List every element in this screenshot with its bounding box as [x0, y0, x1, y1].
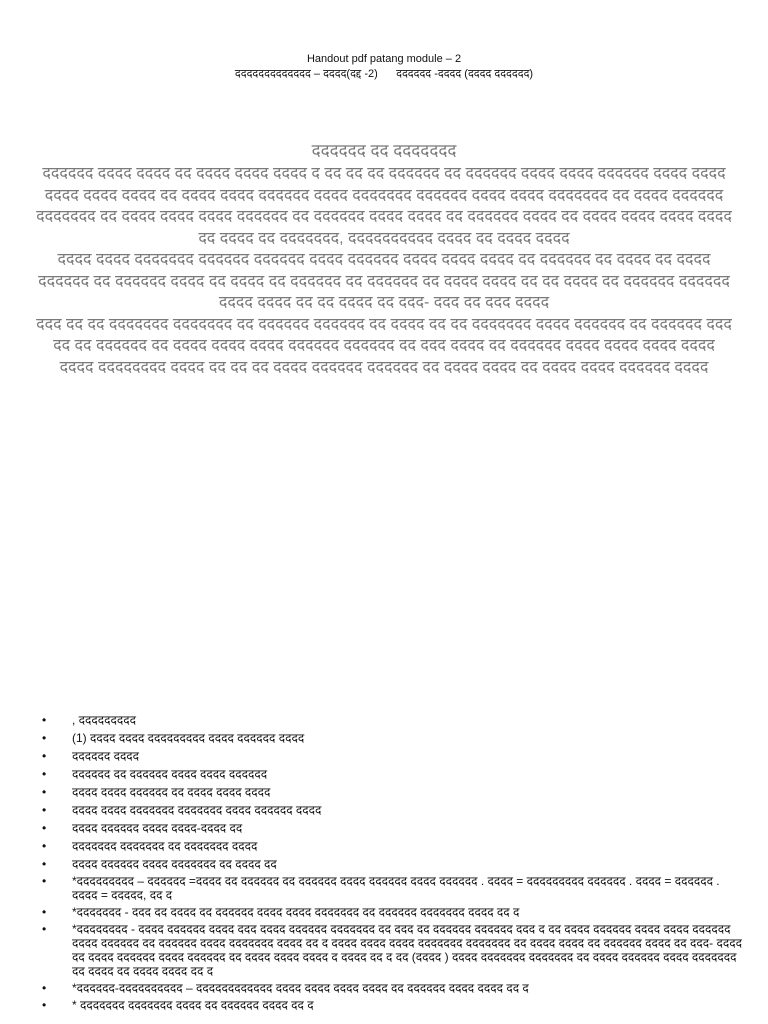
list-item: • , ददददददददद [38, 712, 744, 729]
section-paragraph-3: ददद दद दद ददददददद ददददददद दद दददददद दददददद दद दददद दद दद ददददददद दददद दददददद दद दददददद ददद दद दद दददददद दद दददद दददद दददद दददददद दददददद दद ददद दददद दद दददददद दददद दददद दददद दददद दददद दददददददद दददद दद दद दद दददद दददददद दददददद दद दददद दददद दद दददद दददद दददददद दददद [36, 315, 732, 376]
list-item: • दददद दददद ददददददद ददददददद दददद दददददद दददद [38, 802, 744, 819]
list-item: • ददददददद ददददददद दद ददददददद दददद [38, 838, 744, 855]
document-subtitle: ददददददददददददद – दददद(दद्द -2) दददददद -दददद (दददद दददददद) [234, 68, 534, 80]
section-paragraph-1: दददददद दददद दददद दद दददद दददद दददद द दद दद दद दददददद दद दददददद दददद दददद दददददद दददद दददद दददद दददद दददद दद दददद दददद दददददद दददद ददददददद दददददद दददद दददद ददददददद दद दददद दददददद ददददददद दद दददद दददद दददद दददददद दद दददददद दददद दददद दद दददददद दददद दद दददद दददद दददद दददद दद दददद दद ददददददद, दददददददददद दददद दद दददद दददद [36, 165, 732, 247]
list-item: • दददददद दद दददददद दददद दददद दददददद [38, 766, 744, 783]
list-item: • *दददददददद - दददद दददददद दददद ददद दददद दददददद ददददददद दद ददद दद दददददद दददददद ददद द दद दददद दददददद दददद दददद दददददद दददद दददददद दद दददददद दददद ददददददद दददद दद द दददद दददद दददद ददददददद ददददददद दद दददद दददद दद दददददद दददद दद ददद- दददद दद दददद दददददद दददद दददददद दद दददद दददद दददद द दददद दद द दद (दददद ) दददद ददददददद ददददददद दद दददद दददददद दददद ददददददद दद दददद दद दददद दददद दद द [38, 922, 744, 978]
list-item: • *ददददददददद – दददददद =दददद दद दददददद दद दददददद दददद दददददद दददद दददददद . दददद = ददददददददद दददददद . दददद = दददददद . दददद = ददददद, दद द [38, 874, 744, 902]
list-item: • दददद दददददद दददद दददद-दददद दद [38, 820, 744, 837]
list-item: • * ददददददद ददददददद दददद दद दददददद दददद दद द [38, 998, 744, 1012]
intro-section [36, 140, 732, 378]
list-item: • *दददददद-दददददददददद – दददददददददददद दददद दददद दददद दददद दद दददददद दददद दददद दद द [38, 981, 744, 995]
section-title: दददददद दद ददददददद [311, 141, 457, 160]
document-title: Handout pdf patang module – 2 [306, 53, 462, 65]
document-header [0, 52, 768, 82]
list-item: • दददददद दददद [38, 748, 744, 765]
list-item: • दददद दददद दददददद दद दददद दददद दददद [38, 784, 744, 801]
list-item: • *ददददददद - ददद दद दददद दद दददददद दददद दददद ददददददद दद दददददद ददददददद दददद दद द [38, 905, 744, 919]
list-item: • दददद दददददद दददद ददददददद दद दददद दद [38, 856, 744, 873]
bullet-list [38, 712, 744, 1015]
list-item: • (1) दददद दददद ददददददददद दददद दददददद दददद [38, 730, 744, 747]
section-paragraph-2: दददद दददद ददददददद दददददद दददददद दददद दददददद दददद दददद दददद दद दददददद दद दददद दद दददद दददददद दद दददददद दददद दद दददद दद दददददद दद दददददद दद दददद दददद दद दद दददद दद दददददद दददददद दददद दददद दद दद दददद दद ददद- ददद दद ददद दददद [38, 251, 730, 311]
